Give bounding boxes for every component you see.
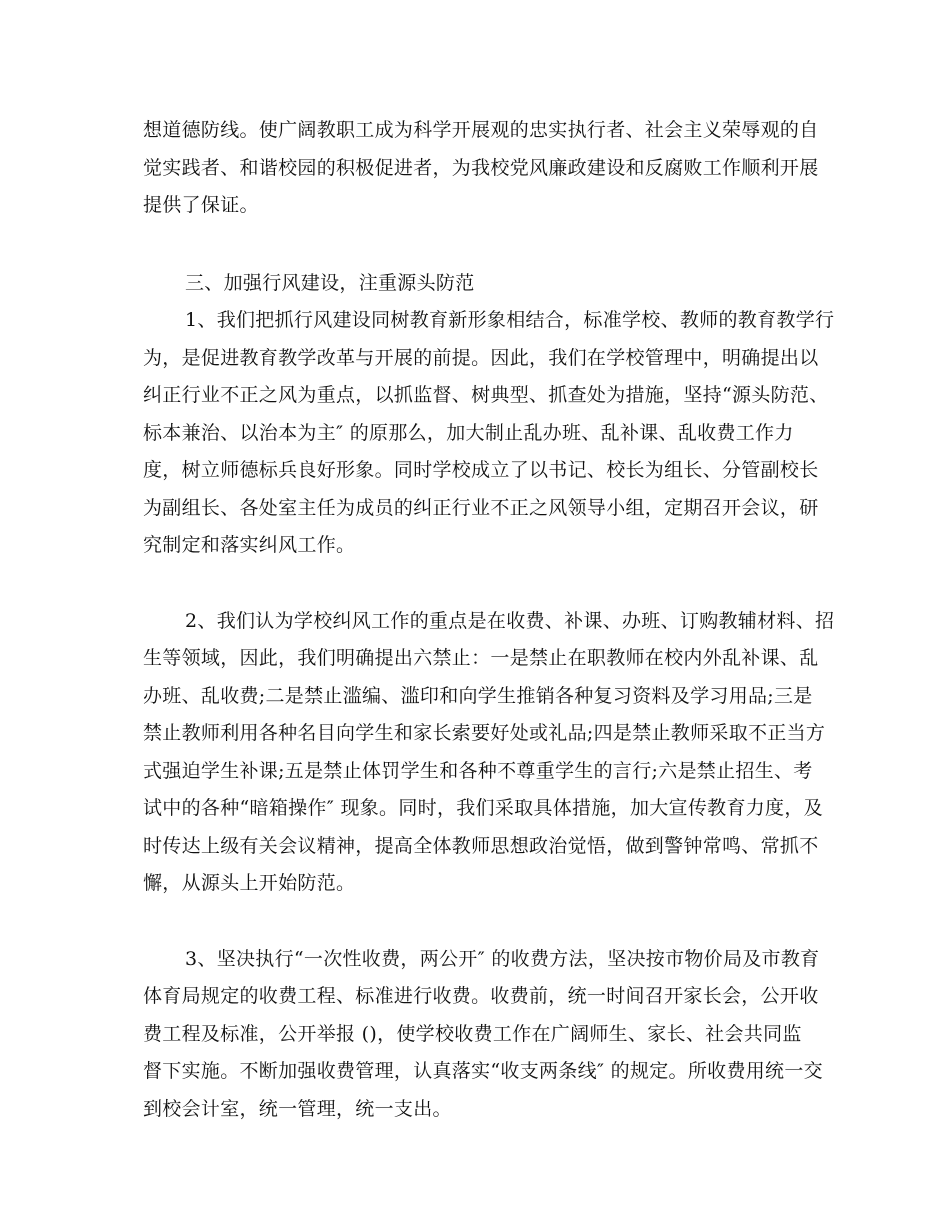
text-line: 懈，从源头上开始防范。 [143,872,356,894]
text-line: 觉实践者、和谐校园的积极促进者，为我校党风廉政建设和反腐败工作顺利开展 [143,156,819,179]
text-line: 体育局规定的收费工程、标准进行收费。收费前，统一时间召开家长会，公开收 [143,985,819,1007]
text-line: 试中的各种“暗箱操作″ 现象。同时，我们采取具体措施，加大宣传教育力度，及 [143,797,823,819]
text-line: 想道德防线。使广阔教职工成为科学开展观的忠实执行者、社会主义荣辱观的自 [143,119,819,141]
text-line: 时传达上级有关会议精神，提高全体教师思想政治觉悟，做到警钟常鸣、常抓不 [143,834,819,857]
text-line: 生等领域，因此，我们明确提出六禁止：一是禁止在职教师在校内外乱补课、乱 [143,647,819,669]
document-page [143,112,835,1128]
text-line: 到校会计室，统一管理，统一支出。 [143,1097,452,1120]
paragraph-intro [143,112,819,225]
text-line: 究制定和落实纠风工作。 [143,534,356,556]
text-line: 督下实施。不断加强收费管理，认真落实“收支两条线″ 的规定。所收费用统一交 [143,1060,823,1082]
text-line: 为，是促进教育教学改革与开展的前提。因此，我们在学校管理中，明确提出以 [143,346,819,369]
text-line: 式强迫学生补课;五是禁止体罚学生和各种不尊重学生的言行;六是禁止招生、考 [143,759,813,782]
spacer [143,565,813,603]
text-line: 标本兼治、以治本为主″ 的原那么，加大制止乱办班、乱补课、乱收费工作力 [143,421,794,444]
text-line: 3、坚决执行“一次性收费，两公开″ 的收费方法，坚决按市物价局及市教育 [185,947,820,970]
text-line: 为副组长、各处室主任为成员的纠正行业不正之风领导小组，定期召开会议，研 [143,496,819,519]
text-line: 提供了保证。 [143,194,259,216]
text-line: 禁止教师利用各种名目向学生和家长索要好处或礼品;四是禁止教师采取不正当方 [143,722,826,744]
paragraph-1 [143,302,835,565]
text-line: 1、我们把抓行风建设同树教育新形象相结合，标准学校、教师的教育教学行 [185,309,835,331]
spacer [143,225,813,265]
text-line: 纠正行业不正之风为重点，以抓监督、树典型、抓查处为措施，坚持“源头防范、 [143,384,829,406]
section-heading: 三、加强行风建设，注重源头防范 [185,271,475,294]
text-line: 办班、乱收费;二是禁止滥编、滥印和向学生推销各种复习资料及学习用品;三是 [143,684,813,707]
paragraph-2 [143,603,835,903]
text-line: 2、我们认为学校纠风工作的重点是在收费、补课、办班、订购教辅材料、招 [185,609,835,632]
text-line: 度，树立师德标兵良好形象。同时学校成立了以书记、校长为组长、分管副校长 [143,459,819,481]
spacer [143,903,813,941]
paragraph-3 [143,941,823,1129]
text-line: 费工程及标准，公开举报 ()，使学校收费工作在广阔师生、家长、社会共同监 [143,1022,802,1045]
